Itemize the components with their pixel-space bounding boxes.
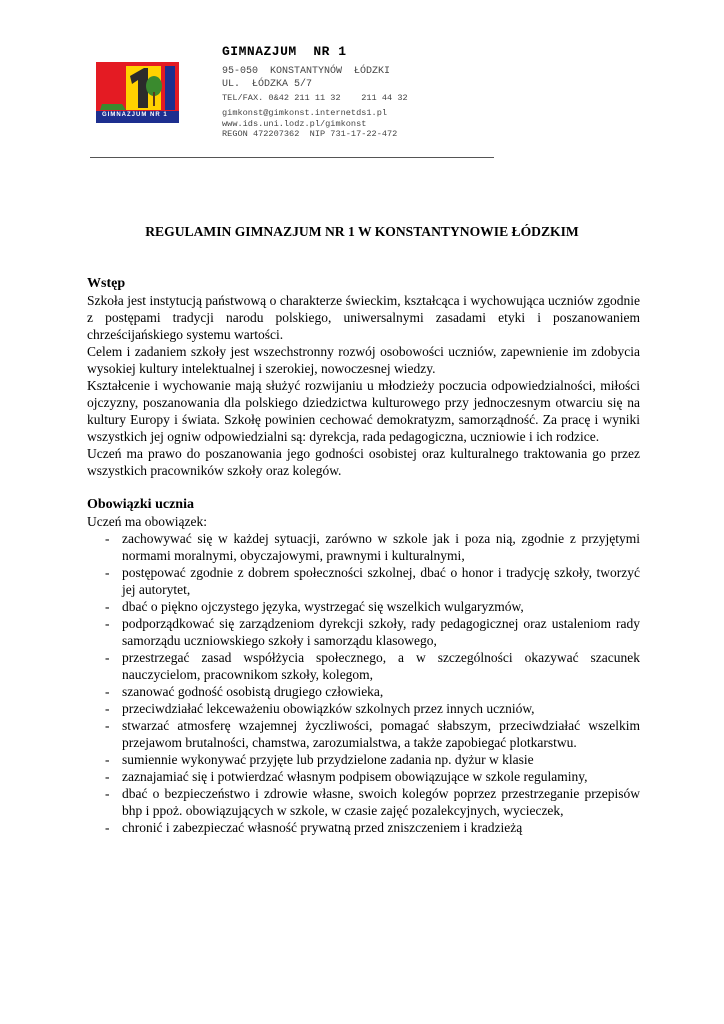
duty-text: chronić i zabezpieczać własność prywatną przed zniszczeniem i kradzieżą [122,820,523,835]
phone-fax: TEL/FAX. 0&42 211 11 32 211 44 32 [222,93,408,103]
address-city: 95-050 KONSTANTYNÓW ŁÓDZKI [222,66,391,77]
duty-item [87,717,640,751]
logo-label: GIMNAZJUM NR 1 [102,112,168,118]
duty-text: przeciwdziałać lekceważeniu obowiązków szkolnych przez innych uczniów, [122,701,535,716]
list-dash: - [105,531,110,546]
list-dash: - [105,752,110,767]
duty-text: sumiennie wykonywać przyjęte lub przydzielone zadania np. dyżur w klasie [122,752,534,767]
address-street: UL. ŁÓDZKA 5/7 [222,79,313,90]
list-dash: - [105,701,110,716]
duty-item [87,649,640,683]
list-dash: - [105,599,110,614]
duty-text: zachowywać się w każdej sytuacji, zarówno w szkole jak i poza nią, zgodnie z przyjętymi normami moralnymi, obyczajowymi, prawnymi i kulturalnymi, [122,531,640,563]
intro-paragraph: Uczeń ma prawo do poszanowania jego godności osobistej oraz kulturalnego traktowania go przez wszystkich pracowników szkoły oraz kolegów. [87,446,640,478]
intro-paragraph: Celem i zadaniem szkoły jest wszechstronny rozwój osobowości uczniów, zapewnienie im zdobycia wysokiej kultury intelektualnej i szerokiej, nowoczesnej wiedzy. [87,344,640,376]
document-title: REGULAMIN GIMNAZJUM NR 1 W KONSTANTYNOWIE ŁÓDZKIM [145,224,579,239]
intro-paragraph: Kształcenie i wychowanie mają służyć rozwijaniu u młodzieży poczucia odpowiedzialności, miłości ojczyzny, poszanowania dla polskiego dziedzictwa kulturowego przy jednoczesnym otwarciu się na kultury Europy i świata. Szkołę powinien cechować demokratyzm, samorządność. Za pracę i wyniki wszystkich jej ogniw odpowiedzialni są: dyrekcja, rada pedagogiczna, uczniowie i ich rodzice. [87,378,640,444]
list-dash: - [105,786,110,801]
duty-item [87,683,640,700]
duty-item [87,768,640,785]
list-dash: - [105,769,110,784]
duty-item [87,530,640,564]
school-name: GIMNAZJUM NR 1 [222,44,347,59]
list-dash: - [105,684,110,699]
duty-text: przestrzegać zasad współżycia społecznego, a w szczególności okazywać szacunek nauczycielom, pracownikom szkoły, kolegom, [122,650,640,682]
duties-lead: Uczeń ma obowiązek: [87,514,207,529]
duties-list [87,530,640,836]
duty-item [87,598,640,615]
duty-item [87,751,640,768]
duty-text: dbać o bezpieczeństwo i zdrowie własne, swoich kolegów poprzez przestrzeganie przepisów bhp i ppoż. obowiązujących w szkole, w czasie zajęć pozalekcyjnych, wycieczek, [122,786,640,818]
duty-text: podporządkować się zarządzeniom dyrekcji szkoły, rady pedagogicznej oraz ustaleniom rady samorządu uczniowskiego szkoły i samorządu klasowego, [122,616,640,648]
duties-heading: Obowiązki ucznia [87,497,194,512]
intro-paragraph: Szkoła jest instytucją państwową o charakterze świeckim, kształcąca i wychowująca uczniów zgodnie z postępami tradycji narodu polskiego, uniwersalnymi zasadami etyki i poszanowaniem chrześcijańskiego systemu wartości. [87,293,640,342]
intro-heading: Wstęp [87,276,126,291]
list-dash: - [105,616,110,631]
duty-item [87,819,640,836]
duty-item [87,615,640,649]
duty-item [87,700,640,717]
duty-item [87,564,640,598]
duty-item [87,785,640,819]
school-logo [96,62,179,123]
header-divider [90,157,494,158]
duty-text: dbać o piękno ojczystego języka, wystrzegać się wszelkich wulgaryzmów, [122,599,524,614]
list-dash: - [105,565,110,580]
duty-text: stwarzać atmosferę wzajemnej życzliwości, pomagać słabszym, przeciwdziałać wszelkim przejawom brutalności, chamstwa, zarozumialstwa, a także zapobiegać plotkarstwu. [122,718,640,750]
email-address: gimkonst@gimkonst.internetds1.pl [222,108,388,118]
list-dash: - [105,820,110,835]
list-dash: - [105,718,110,733]
document-body [87,275,640,836]
website-url: www.ids.uni.lodz.pl/gimkonst [222,119,367,129]
regon-nip: REGON 472207362 NIP 731-17-22-472 [222,129,398,139]
duty-text: zaznajamiać się i potwierdzać własnym podpisem obowiązujące w szkole regulaminy, [122,769,588,784]
duty-text: szanować godność osobistą drugiego człowieka, [122,684,384,699]
duty-text: postępować zgodnie z dobrem społeczności szkolnej, dbać o honor i tradycję szkoły, tworzyć jej autorytet, [122,565,640,597]
list-dash: - [105,650,110,665]
